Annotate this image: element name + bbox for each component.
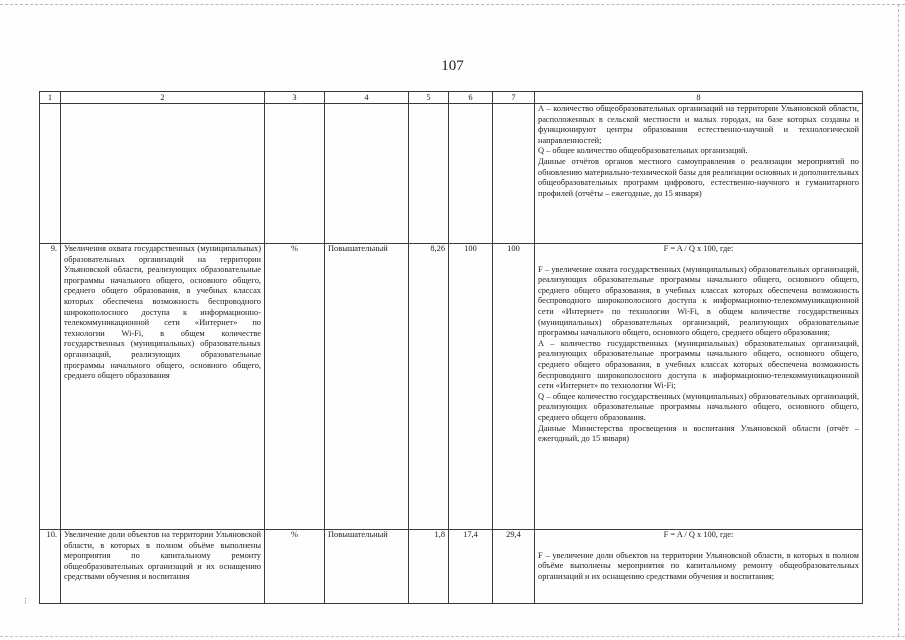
formula: F = A / Q x 100, где: xyxy=(663,244,734,253)
formula: F = A / Q x 100, где: xyxy=(663,530,734,539)
col-header-7: 7 xyxy=(493,92,535,104)
description-paragraph: F – увеличение доли объектов на территории Ульяновской области, в которых в полном объёме выполнены мероприятия по капитальному ремонту общеобразовательных организаций и их оснащению средствами обучения и воспитания; xyxy=(538,550,859,581)
indicators-table xyxy=(39,91,863,604)
description-paragraph: Данные отчётов органов местного самоуправления о реализации мероприятий по обновлению материально-технической базы для реализации основных и дополнительных общеобразовательных программ цифрового, естественно-научного и гуманитарного профилей (отчёты – ежегодные, до 15 января) xyxy=(538,156,859,198)
page-number: 107 xyxy=(441,58,464,74)
col-header-1: 1 xyxy=(40,92,61,104)
indicator-name: Увеличение доли объектов на территории Ульяновской области, в которых в полном объёме выполнены мероприятия по капитальному ремонту общеобразовательных организаций и их оснащению средствами обучения и воспитания xyxy=(61,530,265,604)
method-description-cell xyxy=(535,530,863,604)
table-cell xyxy=(325,104,409,244)
table-cell xyxy=(40,104,61,244)
method-description-cell xyxy=(535,244,863,530)
col-header-5: 5 xyxy=(409,92,449,104)
col-header-6: 6 xyxy=(449,92,493,104)
row-number: 10. xyxy=(40,530,61,604)
table-cell xyxy=(449,104,493,244)
value-base: 1,8 xyxy=(409,530,449,604)
description-paragraph: A – количество государственных (муниципальных) образовательных организаций, реализующих образовательные программы начального общего, основного общего, среднего общего образования, в учебных классах которых обеспечена возможность беспроводного широкополосного доступа к информационно-телекоммуникационной сети «Интернет» по технологии Wi-Fi; xyxy=(538,338,859,391)
value-base: 8,26 xyxy=(409,244,449,530)
table-row-continued xyxy=(40,104,863,244)
col-header-3: 3 xyxy=(265,92,325,104)
description-paragraph: F – увеличение охвата государственных (муниципальных) образовательных организаций, реализующих образовательные программы начального общего, основного общего, среднего общего образования, в учебных классах которых обеспечена возможность беспроводного широкополосного доступа к информационно-телекоммуникационной сети «Интернет» по технологии Wi-Fi, в общем количестве государственных (муниципальных) образовательных организаций, реализующих образовательные программы начального общего, основного общего, среднего общего образования; xyxy=(538,264,859,338)
column-number-row xyxy=(40,92,863,104)
table-cell xyxy=(409,104,449,244)
value-col7: 100 xyxy=(493,244,535,530)
col-header-8: 8 xyxy=(535,92,863,104)
indicator-type: Повышательный xyxy=(325,244,409,530)
margin-mark: ⁝ xyxy=(24,596,27,606)
indicator-name: Увеличения охвата государственных (муниципальных) образовательных организаций на территории Ульяновской области, реализующих образовательные программы начального общего, основного общего, среднего общего образования, в учебных классах которых обеспечена возможность беспроводного широкополосного доступа к информационно-телекоммуникационной сети «Интернет» по технологии Wi-Fi, в общем количестве государственных (муниципальных) образовательных организаций, реализующих образовательные программы начального общего, основного общего, среднего общего образования xyxy=(61,244,265,530)
indicator-type: Повышательный xyxy=(325,530,409,604)
unit-cell: % xyxy=(265,244,325,530)
page-edge-bottom xyxy=(0,636,905,637)
description-paragraph: Q – общее количество государственных (муниципальных) образовательных организаций, реализующих образовательные программы начального общего, основного общего, среднего общего образования. xyxy=(538,391,859,422)
page-edge-top xyxy=(0,4,905,5)
col-header-4: 4 xyxy=(325,92,409,104)
table-cell xyxy=(265,104,325,244)
value-col7: 29,4 xyxy=(493,530,535,604)
table-row xyxy=(40,244,863,530)
col-header-2: 2 xyxy=(61,92,265,104)
description-paragraph: Данные Министерства просвещения и воспитания Ульяновской области (отчёт – ежегодный, до 15 января) xyxy=(538,423,859,444)
value-col6: 17,4 xyxy=(449,530,493,604)
table-row xyxy=(40,530,863,604)
unit-cell: % xyxy=(265,530,325,604)
row-number: 9. xyxy=(40,244,61,530)
page-edge-right xyxy=(898,4,899,636)
value-col6: 100 xyxy=(449,244,493,530)
table-cell xyxy=(61,104,265,244)
description-paragraph: A – количество общеобразовательных организаций на территории Ульяновской области, расположенных в сельской местности и малых городах, на базе которых созданы и функционируют центры образования естественно-научной и технологической направленностей; xyxy=(538,104,859,145)
spacer xyxy=(538,255,859,265)
table-cell xyxy=(493,104,535,244)
method-description-cell xyxy=(535,104,863,244)
description-paragraph: Q – общее количество общеобразовательных организаций. xyxy=(538,146,748,156)
spacer xyxy=(538,541,859,551)
